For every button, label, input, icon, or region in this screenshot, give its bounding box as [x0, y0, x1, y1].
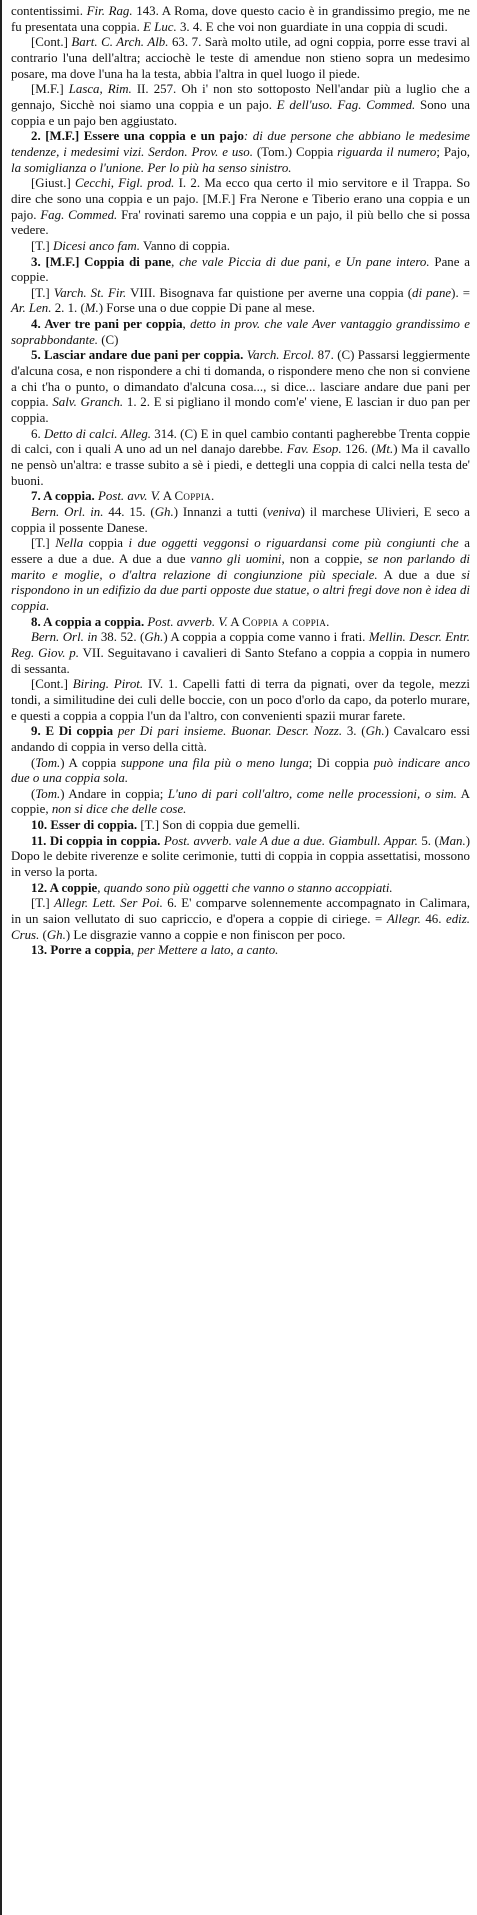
headword-text: 10. Esser di coppia. [31, 818, 138, 833]
entry-paragraph [11, 82, 470, 129]
citation-text: Allegr. [386, 912, 421, 927]
citation-text: Post. avverb. V. [147, 614, 228, 629]
body-text: ) Cavalcaro essi andando di coppia in verso della città. [11, 724, 471, 754]
citation-text: E dell'uso. Fag. Commed. [276, 97, 416, 112]
citation-text: Fav. Esop. [286, 442, 342, 457]
citation-text: i due oggetti veggonsi o riguardansi come più congiunti che [128, 536, 459, 551]
citation-text: si rispondono in un edifizio da due parti opposte due statue, o altri fregi dove non è idea di coppia. [11, 567, 470, 613]
body-text: , [182, 317, 191, 332]
body-text: a essere a due a due. A due a due [11, 536, 470, 566]
entry-paragraph [11, 239, 470, 255]
entry-paragraph [11, 677, 470, 724]
body-text: [Cont.] [31, 35, 72, 50]
citation-text: Dicesi anco fam. [52, 238, 140, 253]
citation-text: Nella [55, 536, 84, 551]
body-text: , [131, 943, 138, 958]
body-text: VIII. Bisognava far quistione per averne una coppia ( [126, 285, 413, 300]
entry-paragraph [11, 286, 470, 317]
citation-text: veniva [267, 505, 301, 519]
entry-paragraph [11, 943, 470, 959]
entry-paragraph [11, 348, 470, 426]
headword-text: 5. Lasciar andare due pani per coppia. [31, 348, 244, 363]
body-text: 3. ( [342, 724, 366, 739]
citation-text: per Di pari insieme. Buonar. Descr. Nozz. [117, 724, 343, 739]
citation-text: Salv. Granch. [52, 395, 124, 410]
entry-paragraph [11, 427, 470, 490]
body-text: 5. ( [417, 833, 439, 848]
body-text: [T.] [31, 536, 56, 551]
body-text: 1. 2. E si pigliano il mondo com'e' viene, E lascian ir duo pan per coppia. [11, 395, 470, 426]
body-text: ; Di coppia [308, 755, 374, 770]
citation-text: Varch. Ercol. [246, 348, 315, 363]
body-text: ) A coppia a coppia come vanno i frati. [163, 630, 369, 645]
body-text: 314. (C) E in quel cambio contanti pagherebbe Trenta coppie di calci, con i quali A uno ad un nel danajo darebbe. [11, 426, 470, 457]
citation-text: Lasca, Rim. [68, 82, 132, 97]
body-text: (Tom.) Coppia [252, 144, 338, 159]
entry-paragraph [11, 505, 470, 536]
citation-text: suppone una fila più o meno lunga [120, 755, 309, 770]
body-text: , non a coppie, [281, 551, 368, 566]
entry-paragraph [11, 255, 470, 286]
body-text: II. 257. Oh i' non sto sottoposto Nell'andar più a luglio che a gennajo, Sicchè noi siamo una coppia e un pajo. [11, 82, 470, 112]
body-text: Coppia a coppia [242, 614, 327, 629]
entry-paragraph [11, 615, 470, 631]
body-text: [Cont.] [31, 677, 73, 692]
body-text: ). = [451, 285, 471, 300]
body-text: 6. [31, 426, 44, 441]
body-text: ; Pajo, [436, 144, 470, 159]
body-text: 2. 1. ( [51, 301, 85, 316]
body-text: 87. (C) Passarsi leggiermente d'alcuna cosa, e non rispondere a chi ti domanda, o rispondere meno che non si conviene a chi t'ha o punto, o dimandato d'alcuna cosa..., si dice... lasciare andare due pani per coppia. [11, 348, 470, 410]
headword-text: 8. A coppia a coppia. [31, 614, 145, 629]
citation-text: Post. avverb. vale A due a due. Giambull. Appar. [163, 833, 418, 848]
citation-text: : di due persone che abbiano le medesime tendenze, i medesimi vizi. Serdon. Prov. e uso. [11, 129, 470, 159]
body-text: Vanno di coppia. [139, 238, 230, 253]
entry-paragraph [11, 129, 470, 176]
citation-text: vanno gli uomini [190, 551, 282, 566]
body-text: , [97, 880, 104, 895]
body-text: ) Ma il cavallo ne pensò un'altra: e trasse subito a sè i piedi, e dettegli una coppia di calci nella testa de' buoni. [11, 442, 470, 488]
body-text: , [171, 254, 180, 269]
body-text: coppia [83, 536, 129, 551]
body-text: [T.] [31, 238, 53, 253]
citation-text: M. [84, 301, 99, 316]
headword-text: 7. A coppia. [31, 489, 95, 504]
body-text: Fra' rovinati saremo una coppia e un pajo, il più bello che si possa vedere. [11, 207, 471, 238]
citation-text: Fir. Rag. [86, 4, 133, 18]
citation-text: Gh. [154, 505, 174, 519]
body-text: [Giust.] [31, 176, 76, 191]
body-text: 126. ( [341, 442, 376, 457]
entry-paragraph [11, 176, 470, 239]
citation-text: Varch. St. Fir. [53, 285, 127, 300]
body-text: A due a due [377, 567, 462, 582]
entry-paragraph [11, 834, 470, 881]
entry-paragraph [11, 881, 470, 897]
entry-paragraph [11, 489, 470, 505]
headword-text: 9. E Di coppia [31, 724, 114, 739]
body-text: ( [39, 927, 47, 942]
body-text: IV. 1. Capelli fatti di terra da pignati, over da tegole, mezzi tondi, a similitudine dei culi delle boccie, con un poco d'orlo da capo, da poterlo murare, e questi a coppia a coppia l'un da l'altro, con convenienti spazii murar farete. [11, 677, 470, 723]
citation-text: Gh. [144, 630, 164, 645]
citation-text: ediz. Crus. [11, 912, 470, 942]
citation-text: non si dice che delle cose. [51, 802, 187, 817]
headword-text: 12. A coppie [31, 880, 98, 895]
citation-text: Detto di calci. Alleg. [43, 426, 151, 441]
body-text: contentissimi. [11, 4, 87, 18]
citation-text: L'uno di pari coll'altro, come nelle processioni, o sim. [167, 786, 457, 801]
citation-text: Ar. Len. [11, 301, 52, 316]
body-text: Pane a coppie. [11, 254, 471, 285]
body-text: ) il marchese Ulivieri, E seco a coppia il possente Danese. [11, 505, 471, 535]
citation-text: Man. [438, 833, 466, 848]
citation-text: Tom. [35, 755, 61, 770]
headword-text: 3. [M.F.] Coppia di pane [31, 254, 172, 269]
body-text: ( [31, 755, 36, 770]
body-text: 46. [420, 912, 446, 927]
citation-text: riguarda il numero [337, 144, 437, 159]
headword-text: Essere una coppia e un pajo [83, 129, 244, 144]
body-text: ) Forse una o due coppie Di pane al mese. [98, 301, 315, 316]
body-text: . [326, 614, 330, 629]
body-text: [M.F.] [31, 82, 69, 97]
entry-paragraph [11, 896, 470, 943]
body-text: ( [31, 786, 36, 801]
citation-text: Bern. Orl. in. [31, 505, 104, 519]
citation-text: di pane [412, 285, 452, 300]
entry-paragraph [11, 756, 470, 787]
body-text: ) Le disgrazie vanno a coppie e non finiscon per poco. [65, 927, 346, 942]
citation-text: per Mettere a lato, a canto. [137, 943, 279, 958]
body-text: ) Andare in coppia; [60, 786, 168, 801]
citation-text: Tom. [35, 786, 61, 801]
body-text: [T.] [31, 896, 55, 911]
body-text: A coppie, [11, 786, 470, 817]
citation-text: detto in prov. che vale Aver vantaggio grandissimo e soprabbondante. [11, 317, 471, 347]
entry-paragraph [11, 536, 470, 614]
citation-text: Mt. [375, 442, 394, 457]
citation-text: Post. avv. V. [98, 489, 161, 504]
body-text: 44. 15. ( [103, 505, 155, 519]
body-text: I. 2. Ma ecco qua certo il mio servitore e il Trappa. So dire che sono una coppia e un pajo. [M.F.] Fra Nerone e Tiberio erano una coppia e un pajo. [11, 176, 470, 222]
body-text: 38. 52. ( [97, 630, 145, 645]
body-text: A [160, 489, 175, 504]
citation-text: Gh. [46, 927, 66, 942]
body-text: (C) [98, 332, 119, 347]
body-text: A [227, 614, 243, 629]
citation-text: Gh. [365, 724, 385, 739]
citation-text: Fag. Commed. [40, 207, 118, 222]
body-text: [T.] [31, 285, 54, 300]
headword-text: 13. Porre a coppia [31, 943, 132, 958]
entry-paragraph [11, 35, 470, 82]
citation-text: Allegr. Lett. Ser Poi. [54, 896, 163, 911]
body-text: Coppia [174, 489, 211, 504]
citation-text: la somiglianza o l'unione. Per lo più ha senso sinistro. [11, 160, 292, 175]
entry-paragraph [11, 630, 470, 677]
body-text: ) A coppia [60, 755, 121, 770]
body-text: 6. E' comparve solennemente accompagnato in Calimara, in un saion vellutato di suo capriccio, e d'opera a coppie di ciriege. = [11, 896, 470, 927]
headword-text: 11. Di coppia in coppia. [31, 833, 161, 848]
entry-paragraph [11, 787, 470, 818]
citation-text: Bart. C. Arch. Alb. [71, 35, 169, 50]
body-text: [T.] Son di coppia due gemelli. [137, 818, 301, 833]
body-text: 143. A Roma, dove questo cacio è in grandissimo pregio, me ne fu presentata una coppia. [11, 4, 470, 34]
body-text: Sono una coppia e un pajo ben aggiustato. [11, 97, 470, 128]
body-text: ) Innanzi a tutti ( [173, 505, 268, 519]
citation-text: Biring. Pirot. [72, 677, 144, 692]
citation-text: che vale Piccia di due pani, e Un pane intero. [179, 254, 430, 269]
body-text: ) Dopo le debite riverenze e solite cerimonie, tutti di coppia in coppia assettatisi, mossono in verso la porta. [11, 833, 470, 880]
citation-text: Bern. Orl. in [31, 630, 98, 645]
headword-text: 2. [M.F.] [31, 129, 84, 144]
entry-paragraph [11, 724, 470, 755]
body-text: 63. 7. Sarà molto utile, ad ogni coppia, porre esse travi al contrario l'una dell'altra; acciochè le teste di amendue non stieno sopra un medesimo posare, ma dove l'una ha la testa, abbia l'altra in quel luogo il piede. [11, 35, 471, 81]
citation-text: E Luc. [143, 19, 177, 34]
entry-paragraph [11, 317, 470, 348]
citation-text: Mellin. Descr. Entr. Reg. Giov. p. [11, 630, 470, 660]
citation-text: quando sono più oggetti che vanno o stanno accoppiati. [103, 880, 393, 895]
body-text: VII. Seguitavano i cavalieri di Santo Stefano a coppia a coppia in numero di sessanta. [11, 645, 470, 676]
entry-paragraph [11, 818, 470, 834]
entry-paragraph [11, 4, 470, 35]
citation-text: se non parlando di marito e moglie, o d'altra relazione di congiunzione più speciale. [11, 551, 470, 582]
citation-text: Cecchi, Figl. prod. [75, 176, 175, 191]
headword-text: 4. Aver tre pani per coppia [31, 317, 183, 332]
body-text: . [210, 489, 215, 504]
citation-text: può indicare anco due o una coppia sola. [11, 755, 470, 786]
body-text: 3. 4. E che voi non guardiate in una coppia di scudi. [176, 19, 448, 34]
